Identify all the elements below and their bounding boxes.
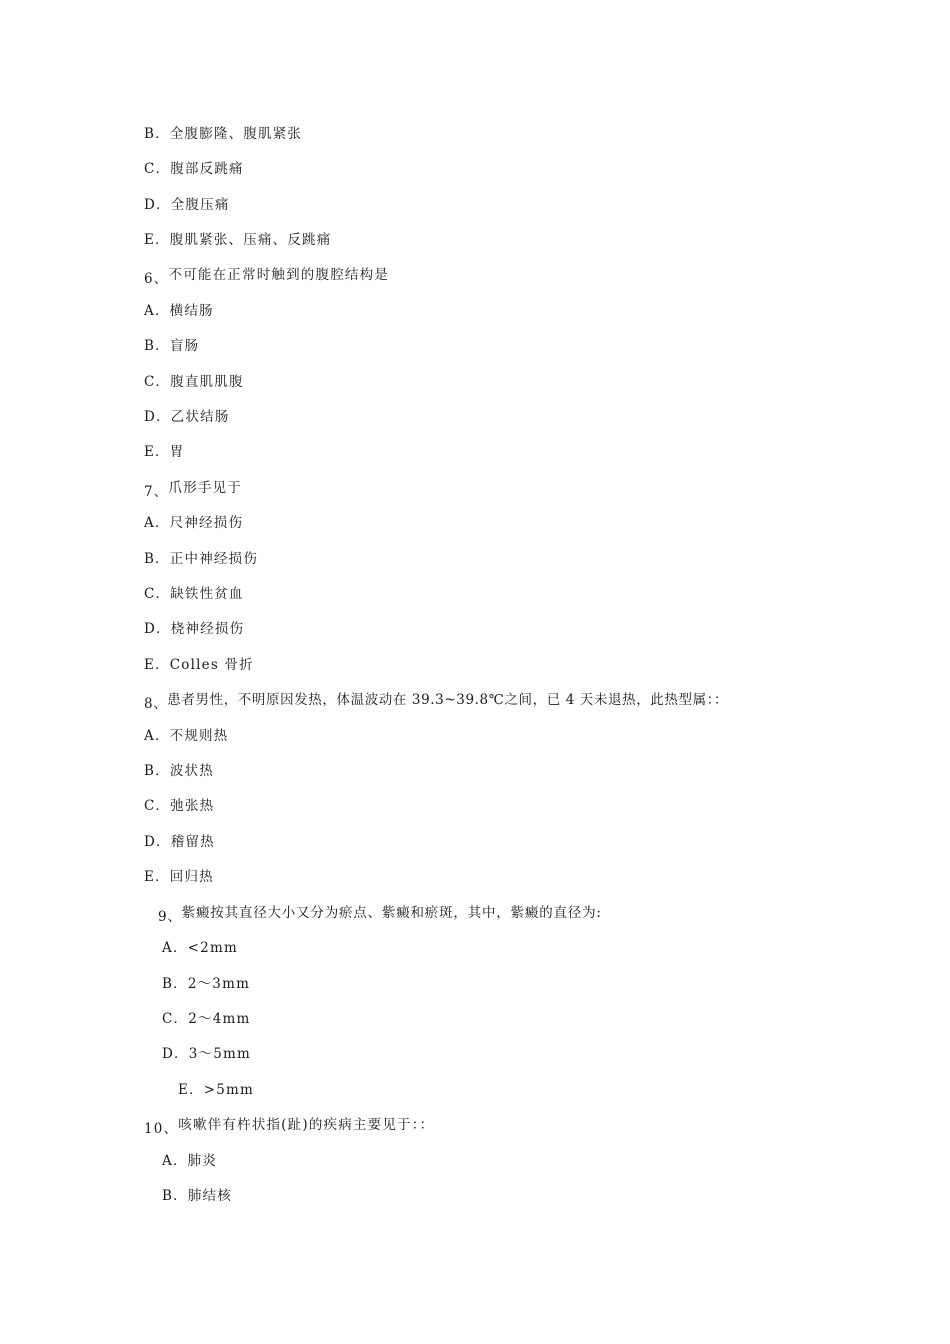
q9-option-a: A．<2mm (162, 940, 238, 956)
q6-option-c: C．腹直肌肌腹 (144, 374, 244, 390)
q9-option-e: E．>5mm (178, 1082, 255, 1098)
q9-option-d: D．3～5mm (162, 1046, 252, 1062)
q6-option-b: B．盲肠 (144, 338, 200, 354)
q10-option-a: A．肺炎 (162, 1153, 218, 1169)
question-text: 不可能在正常时触到的腹腔结构是 (168, 267, 389, 283)
question-8 (144, 691, 729, 712)
question-number: 9、 (158, 909, 182, 925)
q5-option-b: B．全腹膨隆、腹肌紧张 (144, 126, 303, 142)
q8-option-c: C．弛张热 (144, 798, 215, 814)
question-6 (144, 266, 389, 287)
question-number: 8、 (144, 696, 168, 712)
q7-option-a: A．尺神经损伤 (144, 515, 244, 531)
question-number: 10、 (144, 1121, 179, 1137)
question-text: 咳嗽伴有杵状指(趾)的疾病主要见于：： (178, 1117, 435, 1133)
question-text: 爪形手见于 (168, 480, 242, 496)
question-text: 患者男性，不明原因发热，体温波动在 39.3~39.8℃之间，已 4 天未退热，此热型属：： (167, 692, 729, 708)
q8-option-d: D．稽留热 (144, 834, 215, 850)
q8-option-a: A．不规则热 (144, 728, 229, 744)
q5-option-d: D．全腹压痛 (144, 197, 230, 213)
question-7 (144, 479, 242, 500)
q7-option-c: C．缺铁性贫血 (144, 586, 244, 602)
question-text: 紫癜按其直径大小又分为瘀点、紫癜和瘀斑，其中，紫癜的直径为: (181, 905, 602, 921)
q6-option-d: D．乙状结肠 (144, 409, 230, 425)
q7-option-e: E．Colles 骨折 (144, 657, 254, 673)
question-number: 7、 (144, 484, 169, 500)
q6-option-a: A．横结肠 (144, 303, 214, 319)
q5-option-e: E．腹肌紧张、压痛、反跳痛 (144, 232, 332, 248)
q6-option-e: E．胃 (144, 444, 185, 460)
question-10 (144, 1116, 435, 1137)
q7-option-b: B．正中神经损伤 (144, 551, 259, 567)
q8-option-e: E．回归热 (144, 869, 214, 885)
q10-option-b: B．肺结核 (162, 1188, 232, 1204)
q7-option-d: D．桡神经损伤 (144, 621, 245, 637)
question-number: 6、 (144, 271, 169, 287)
q8-option-b: B．波状热 (144, 763, 214, 779)
q9-option-c: C．2～4mm (162, 1011, 251, 1027)
question-9 (158, 904, 602, 925)
q5-option-c: C．腹部反跳痛 (144, 161, 244, 177)
q9-option-b: B．2～3mm (162, 976, 251, 992)
